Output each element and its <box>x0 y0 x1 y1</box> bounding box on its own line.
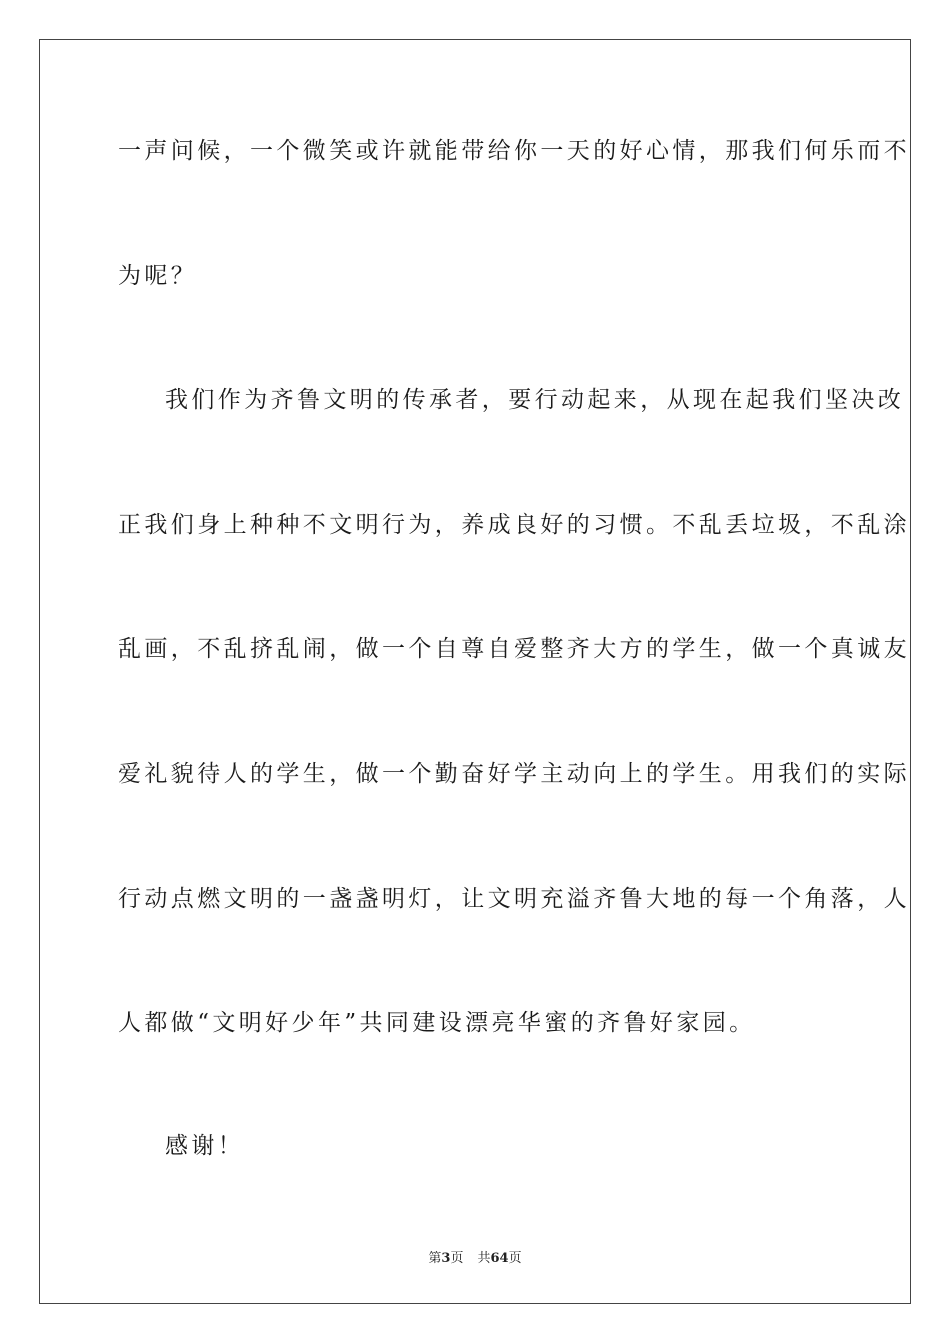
paragraph-start-line: 我们作为齐鲁文明的传承者，要行动起来，从现在起我们坚决改 <box>165 387 905 413</box>
total-pages: 64 <box>490 1251 509 1266</box>
closing-thanks: 感谢！ <box>165 1133 245 1159</box>
text-line-2: 为呢？ <box>118 263 198 289</box>
text-line-1: 一声问候，一个微笑或许就能带给你一天的好心情，那我们何乐而不 <box>118 138 910 164</box>
text-line-6: 爱礼貌待人的学生，做一个勤奋好学主动向上的学生。用我们的实际 <box>118 761 910 787</box>
page-prefix: 第 <box>428 1251 442 1266</box>
text-line-7: 行动点燃文明的一盏盏明灯，让文明充溢齐鲁大地的每一个角落，人 <box>118 886 910 912</box>
text-line-5: 乱画，不乱挤乱闹，做一个自尊自爱整齐大方的学生，做一个真诚友 <box>118 636 910 662</box>
page-footer <box>0 1247 950 1266</box>
page-border <box>39 39 911 1304</box>
total-prefix: 共 <box>477 1251 491 1266</box>
text-line-8: 人都做“文明好少年”共同建设漂亮华蜜的齐鲁好家园。 <box>118 1010 756 1036</box>
page-number: 3 <box>441 1251 451 1266</box>
total-suffix: 页 <box>508 1251 522 1266</box>
page-suffix: 页 <box>450 1251 464 1266</box>
text-line-4: 正我们身上种种不文明行为，养成良好的习惯。不乱丢垃圾，不乱涂 <box>118 512 910 538</box>
